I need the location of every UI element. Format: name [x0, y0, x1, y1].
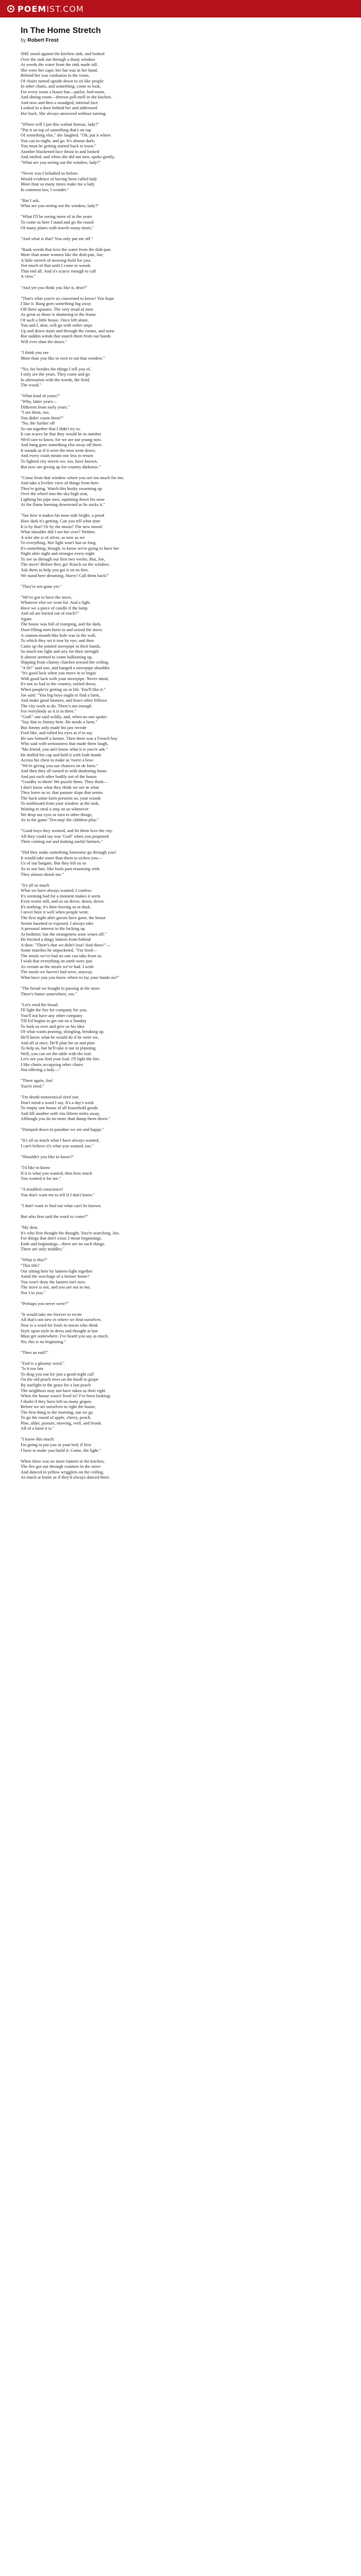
poem-line: The wood." [21, 382, 42, 388]
poem-line: A personal interest in the locking up [21, 926, 85, 931]
logo-suffix: IST.COM [46, 4, 84, 14]
poem-line: "No; for besides the things I tell you of, [21, 366, 91, 371]
poem-line: "Let's rend the bread. [21, 1002, 59, 1007]
poem-line: To come as here I stand and go the round [21, 219, 94, 225]
poem-line: As certain as the meals we've had. I wish [21, 963, 94, 969]
poem-line: And all at once. He'll plan for us and plan [21, 1040, 95, 1045]
poem-line: Off there upstairs. The very tread of men [21, 306, 93, 312]
poem-line: Not much of that until I come to woods [21, 263, 91, 268]
poem-line: To northward from your window at the sink, [21, 801, 100, 806]
poem-line: And make good farmers, and leave other fellows [21, 698, 107, 703]
poem-line: Even worse still, and so on down, down, down. [21, 899, 105, 904]
poem-line: You can to-night, and go. It's almost dark; [21, 138, 95, 143]
poem-line: Before we set ourselves to right the house, [21, 1404, 96, 1410]
poem-line: I like chairs occupying other chairs [21, 1061, 83, 1067]
stanza-break [21, 1219, 340, 1225]
poem-line: And oil are buried out of reach?" [21, 611, 79, 616]
poem-line: "Did they make something lonesome go through you? [21, 850, 117, 855]
poem-line: Again [21, 616, 32, 621]
stanza-break [21, 1122, 340, 1127]
poem-line: More than some women like the dish-pan, Joe; [21, 252, 104, 258]
poem-byline [21, 37, 340, 44]
poem-line: There's butter somewhere, too." [21, 991, 77, 996]
poem-line: All that's not new in where we find ourselves. [21, 1317, 102, 1323]
poem-line: Whatever else we want for. And a light. [21, 600, 91, 605]
poem-line: Another blackened face thrust in and looked [21, 148, 100, 154]
poem-line: Will ever slam the doors." [21, 338, 67, 344]
poem-line: What shoulder did I see her over? Neither. [21, 529, 96, 535]
poem-line: "Come from that window where you see too much for me, [21, 474, 124, 480]
poem-line: "I'm drunk-nonsensical tired out; [21, 1094, 79, 1099]
poem-line: But now are giving up for country darkness." [21, 464, 101, 469]
poem-line: It is by that? Or by the moon? The new moon! [21, 523, 103, 529]
poem-line: Door-filling men burst in and seized the stove. [21, 626, 103, 632]
stanza-break [21, 165, 340, 171]
poem-line: Of many plates with towels many times." [21, 225, 94, 230]
poem-line: More than you like to own to out that window." [21, 355, 105, 361]
stanza-break [21, 1431, 340, 1437]
poem-line: I don't know what they think we see in what [21, 784, 99, 790]
poem-line: For every room a house has—parlor, bed-room, [21, 89, 105, 94]
poem-line: It's seeming bad for a moment makes it seem [21, 893, 101, 899]
poem-line: "My dear, [21, 1225, 39, 1230]
stanza-break [21, 388, 340, 394]
poem-line: There are only middles." [21, 1246, 65, 1252]
poem-container [0, 18, 361, 2576]
poem-line: I wish that everything on earth were just [21, 958, 92, 964]
stanza-break [21, 578, 340, 584]
poem-line: In alternation with the weeds, the field, [21, 377, 90, 382]
poem-line: "This life? [21, 1262, 40, 1268]
poem-line: Of such a little house. Once left alone, [21, 317, 89, 323]
poem-line: "Where will I put this walnut bureau, lady?" [21, 122, 100, 127]
poem-line: She wore her cape; her hat was in her hand. [21, 67, 98, 73]
poem-line: Don't mind a word I say. It's a day's work [21, 1099, 94, 1105]
poem-line: Us of our bargain. But they left us so [21, 860, 87, 866]
poem-line: "It's all so much [21, 882, 50, 888]
poem-line: The back some farm presents us; your woods [21, 795, 101, 801]
poem-line: Their coming out and making useful farmers." [21, 839, 103, 844]
poem-line: All of a farm it is." [21, 1426, 55, 1431]
poem-line: To drag you out for just a good-night call [21, 1371, 94, 1377]
stanza-break [21, 1073, 340, 1078]
stanza-break [21, 1344, 340, 1350]
poem-line: Slipping from clumsy clutches toward the ceiling. [21, 659, 109, 665]
stanza-break [21, 589, 340, 595]
poem-line: For everybody as it is in there." [21, 708, 77, 714]
poem-line: In other chairs, and something, come to look, [21, 83, 101, 89]
poem-line: The first thing in the morning, out we go [21, 1409, 93, 1415]
poem-line: Would evidence of having been called lady [21, 176, 97, 181]
poem-line: A little stretch of mowing-field for you; [21, 257, 91, 263]
poem-line: Who said with seriousness that made them laugh, [21, 741, 108, 747]
poem-line: Not offering a lady—" [21, 1067, 61, 1073]
poem-line: You must be getting started back to town." [21, 143, 96, 149]
stanza-break [21, 877, 340, 883]
poem-line: "End is a gloomy word." [21, 1360, 65, 1366]
poem-line: It almost seemed to come ballooning up, [21, 654, 93, 659]
poem-line: It would take more than them to sicken you— [21, 855, 102, 860]
poem-line: "I see them, too. [21, 410, 50, 415]
poem-line: Her back. She always answered without turning. [21, 111, 107, 116]
poem-line: "There again, Joe! [21, 1078, 53, 1083]
poem-line: As in the game 'Ten-step' the children play." [21, 817, 99, 823]
poem-line: So much too light and airy for their strength [21, 649, 99, 654]
poem-line: "Is it too late [21, 1366, 44, 1371]
poem-line: Fool-like, and rolled his eyes as if to say [21, 730, 93, 736]
poem-line: The stove is not, and you are not to me, [21, 1284, 91, 1290]
poem-line: Amid the wreckage of a former home? [21, 1274, 90, 1279]
poem-line: "It's good luck when you move in to begin [21, 670, 96, 676]
poem-line: Have we a piece of candle if the lamp [21, 605, 88, 611]
poem-line: And every crash meant one less to return [21, 453, 93, 459]
poem-line: They leave us to: that pasture slope that seems [21, 790, 103, 795]
poem-line: "It's all so much what I have always wanted, [21, 1138, 100, 1143]
poem-line: He'll know what he would do if he were we, [21, 1034, 99, 1040]
poem-line: In common law, I wonder." [21, 187, 69, 192]
poem-line: Well, you can set the table with the loaf. [21, 1050, 92, 1056]
poem-line: When people're getting on in life. You'll like it." [21, 686, 106, 692]
poem-line: You and I, dear, will go with softer steps [21, 323, 93, 328]
poem-line: Pine, alder, pasture, mowing, well, and brook. [21, 1420, 103, 1426]
poem-line: A view." [21, 274, 36, 279]
stanza-break [21, 996, 340, 1002]
stanza-break [21, 345, 340, 350]
poem-line: To which they set it true by eye; and then [21, 638, 94, 643]
poem-line: He doffed his cap and held it with both hands [21, 752, 102, 757]
poem-line: What are you seeing out the window, lady?" [21, 203, 99, 209]
poem-line: "I don't want to find out what can't be known. [21, 1202, 102, 1208]
poem-line: If it is what you wanted, then how much [21, 1170, 92, 1176]
poem-line: I doubt if they have left us many grapes. [21, 1398, 92, 1404]
poem-line: I'm going to put you in your bed, if first [21, 1442, 91, 1447]
poem-line: And then they all turned to with deafening boots [21, 768, 107, 774]
poem-line: All they could say was 'God!' when you proposed [21, 833, 109, 839]
poem-line: Nor I to you." [21, 1290, 45, 1295]
site-header [0, 0, 361, 18]
poem-line: To everything. Her light won't last us long. [21, 540, 97, 546]
poem-line: On the old peach trees on the knoll to grope [21, 1377, 99, 1382]
poem-line: "We've got to have the stove, [21, 594, 72, 600]
poem-line: The fire got out through crannies in the stove [21, 1464, 101, 1469]
poem-line: SHE stood against the kitchen sink, and looked [21, 51, 105, 56]
poem-line: You won't deny the lantern isn't new. [21, 1279, 86, 1284]
poem-line: Of something else," she laughed. "Oh, put it where [21, 132, 111, 138]
poem-line: "And what is that? You only put me off." [21, 235, 93, 241]
poem-line: So ran together that I didn't try to. [21, 426, 81, 431]
poem-line: "What I'll be seeing more of in the years [21, 214, 92, 219]
poem-line: You're tired." [21, 1083, 44, 1089]
poem-line: "What are you seeing out the window, lady?" [21, 159, 101, 165]
poem-line: Night after night and stronger every night [21, 551, 95, 556]
poem-line: You don't want me to tell if I don't know." [21, 1192, 95, 1197]
poem-line: And take a livelier view of things from here. [21, 480, 100, 486]
poem-line: As to our fate, like fools past reasoning with. [21, 866, 101, 872]
site-logo[interactable] [7, 4, 84, 14]
poem-line: "Say that to Jimmy here. He needs a farm." [21, 719, 97, 725]
poem-line: He saw himself a farmer. Then there was a French boy [21, 735, 118, 741]
poem-line: More than so many times make me a lady [21, 181, 95, 187]
poem-line: New is a word for fools in towns who think [21, 1322, 98, 1328]
poem-line: And smiled, and when she did not turn, spoke gently, [21, 154, 115, 160]
poem-line: It sounds as if it were the men went down, [21, 447, 96, 453]
poem-line: Across his chest to make as 'twere a bow: [21, 757, 94, 763]
poem-line: The meals we haven't had were, anyway. [21, 969, 93, 975]
stanza-break [21, 241, 340, 247]
poem-line: I have to make you build it. Come, the light." [21, 1447, 101, 1453]
poem-line: No, this is no beginning." [21, 1338, 67, 1344]
poem-line: To help us, but he'll take it out in planning. [21, 1045, 97, 1051]
stanza-break [21, 1148, 340, 1154]
poem-line: "Goodby to them! We puzzle them. They think— [21, 779, 108, 785]
poem-line: "Perhaps you never were?" [21, 1300, 69, 1306]
poem-line: To lighted city streets we, too, have known, [21, 459, 98, 464]
poem-line: With good luck with your stovepipe. Never mind, [21, 675, 109, 681]
poem-line: Different from early years." [21, 404, 70, 410]
stanza-break [21, 279, 340, 285]
poem-line: And dining-room—thrown pell-mell in the kitchen. [21, 94, 112, 100]
poem-line: As great as those is shattering to the frame [21, 312, 96, 317]
stanza-break [21, 230, 340, 236]
poem-line: When there was no more lantern in the kitchen, [21, 1458, 105, 1464]
poem-line: Joe said: "You big boys ought to find a farm, [21, 692, 100, 698]
poem-line: That end all. And it's scarce enough to call [21, 268, 96, 274]
stanza-break [21, 1295, 340, 1301]
poem-line: Ends and beginnings—there are no such things. [21, 1241, 105, 1246]
poem-line: What have you you know where to lay your hands on?" [21, 974, 120, 980]
poem-line: Looked in a door behind her and addressed [21, 105, 97, 111]
poem-line: The neighbors may not have taken as their right [21, 1387, 106, 1393]
poem-line: We stand here dreaming. Hurry! Call them back!" [21, 572, 109, 578]
poets-logo-icon [7, 5, 14, 12]
poem-line: Waiting to steal a step on us whenever [21, 806, 89, 812]
poem-line: "No, the further off [21, 420, 55, 426]
poem-line: I never bore it well when people went. [21, 909, 89, 915]
poem-line: Some matches he unpocketed. "For food— [21, 947, 97, 953]
poem-line: To go the round of apple, cherry, peach, [21, 1415, 91, 1420]
stanza-break [21, 116, 340, 122]
poem-line: And now and then a smudged, infernal face [21, 99, 98, 105]
stanza-break [21, 469, 340, 475]
stanza-break [21, 1208, 340, 1214]
poem-line: "A troubled conscience! [21, 1187, 63, 1192]
poem-title: In The Home Stretch [21, 26, 101, 35]
poem-line: But sudden winds that snatch them from our hands [21, 333, 111, 339]
stanza-break [21, 209, 340, 214]
poem-line: The meals we've had no one can take from us. [21, 953, 103, 958]
poem-line: Of chairs turned upside down to sit like people [21, 78, 104, 83]
poem-line: Behind her was confusion in the room, [21, 73, 90, 78]
poem-line: "Shouldn't you like to know?" [21, 1154, 74, 1160]
poem-line: "Good boys they seemed, and let them love the city. [21, 828, 113, 834]
poem-line: By starlight in the grass for a last peach [21, 1382, 91, 1387]
poem-line: "I think you see [21, 350, 49, 355]
poem-line: Till Ed begins to get out on a Sunday [21, 1018, 87, 1024]
poem-line: "Put it on top of something that's on top [21, 127, 91, 132]
stanza-break [21, 507, 340, 513]
poem-line: You didn't count them?" [21, 415, 64, 420]
poem-line: He fetched a dingy lantern from behind [21, 937, 91, 942]
poem-line: Lighting his pipe now, squinting down his nose [21, 496, 105, 502]
poem-line: "And yet you think you like it, dear?" [21, 284, 88, 290]
poem-line: "Why, latter years— [21, 399, 57, 404]
poem-line: Over the sink out through a dusty window [21, 56, 95, 62]
poem-line: It's nothing; it's their leaving us at dusk. [21, 904, 91, 909]
poem-line: "See how it makes his nose-side bright, a proof [21, 513, 105, 518]
poem-line: "I'd like to know [21, 1165, 51, 1171]
poem-line: The house was full of tramping, and the dark, [21, 621, 102, 627]
poem-line: To look us over and give us his idea [21, 1023, 85, 1029]
poem-line: Over the wheel into the sky-high seat, [21, 491, 88, 497]
poem-line: And bang goes something else away off there. [21, 442, 103, 448]
poem-line: I'll light the fire for company for you; [21, 1007, 88, 1013]
poem-line: "Dumped down in paradise we are and happy." [21, 1127, 104, 1132]
poem-line: The city work to do. There's not enough [21, 703, 92, 708]
poem-line: Our sitting here by lantern-light together [21, 1268, 93, 1274]
stanza-break [21, 1252, 340, 1258]
poem-line: "It would take me forever to recite [21, 1311, 82, 1317]
poem-line: I can't believe it's what you wanted, too." [21, 1143, 94, 1148]
poem-line: Seems haunted or exposed. I always take [21, 920, 94, 926]
poem-author-link[interactable]: Robert Frost [27, 38, 59, 43]
poem-line: At bedtime; but the strangeness soon wears off." [21, 931, 107, 937]
poem-line: And put each other bodily out of the house. [21, 773, 98, 779]
poem-line: I like it. Bang goes something big away [21, 301, 91, 307]
poem-line: "They're not gone yet." [21, 583, 62, 589]
poem-line: Style upon style in dress and thought at last [21, 1328, 98, 1333]
poem-line: But Jimmy only made his jaw recede [21, 724, 87, 730]
poem-line: Up and down stairs and through the rooms, and none [21, 328, 114, 333]
poem-line: For things that don't exist; I mean beginnings. [21, 1235, 102, 1241]
stanza-break [21, 361, 340, 366]
poem-line: You wanted it for me." [21, 1176, 61, 1181]
poem-line: "Then an end?" [21, 1349, 48, 1355]
poem-line: It's not so bad in the country, settled down, [21, 681, 97, 687]
poem-line: Ask them to help you get it on its feet. [21, 567, 89, 572]
poem-line: They almost shook me." [21, 871, 64, 877]
poem-line: "Rank weeds that love the water from the dish-pan [21, 246, 111, 252]
poem-line: At the flame burning downward as he sucks it." [21, 502, 105, 507]
poem-line: We drop our eyes or turn to other things, [21, 811, 93, 817]
poem-line: "I know this much: [21, 1436, 55, 1442]
stanza-break [21, 1181, 340, 1187]
poem-line: What we have always wanted, I confess [21, 888, 92, 893]
poem-line: It can scarce be that they would be in number [21, 431, 102, 437]
poem-line: The first night after guests have gone, the house [21, 914, 106, 920]
stanza-break [21, 1355, 340, 1361]
poem-line: A wire she is of silver, as new as we [21, 534, 85, 540]
poem-line: "What is this?" [21, 1257, 47, 1263]
stanza-break [21, 1197, 340, 1203]
stanza-break [21, 844, 340, 850]
poem-line: They're going. Watch this husky swarming up [21, 485, 102, 491]
poem-line: We'd care to know, for we are not young now. [21, 436, 102, 442]
poem-line: As much at home as if they'd always danced there. [21, 1475, 110, 1480]
poem-line: "Ma friend, you ain't know what it is you're ask." [21, 747, 108, 752]
poem-line: Let's see you find your loaf. I'll light the fire. [21, 1056, 101, 1062]
poem-line: But who first said the word to come?" [21, 1214, 88, 1219]
poem-line: The stove! Before they go! Knock on the window; [21, 562, 110, 567]
poem-line: At weeds the water from the sink made tall. [21, 62, 99, 67]
stanza-break [21, 1132, 340, 1138]
poem-line: "We're giving you our chances on de farm." [21, 762, 99, 768]
poem-line: To see us through our first two weeks. But, Joe, [21, 556, 105, 562]
poem-line: You'll not have any other company [21, 1012, 83, 1018]
stanza-break [21, 290, 340, 296]
stanza-break [21, 1306, 340, 1312]
poem-line: "But I ask, [21, 197, 40, 203]
poem-line: Although you do no more than dump them down." [21, 1116, 110, 1122]
stanza-break [21, 823, 340, 828]
stanza-break [21, 1160, 340, 1165]
poem-body [21, 51, 340, 1480]
poem-line: And fill another with 'em fifteen miles away, [21, 1110, 100, 1116]
stanza-break [21, 1089, 340, 1094]
poem-line: I only see the years. They come and go [21, 371, 90, 377]
poem-line: A cannon-mouth-like hole was in the wall, [21, 632, 96, 638]
poem-line: It's something, though, to know we're going to have her [21, 545, 119, 551]
poem-line: To empty one house of all household goods [21, 1105, 98, 1111]
poem-line: Came up the jointed stovepipe in their hands, [21, 643, 101, 649]
poem-line: A door. "There's that we didn't lose! And these!"— [21, 942, 111, 947]
poem-line: When the house wasn't lived in? I've been looking: [21, 1393, 111, 1399]
poem-line: And danced in yellow wrigglers on the ceiling, [21, 1469, 104, 1475]
poem-line: Of what wants pruning, shingling, breaking up. [21, 1029, 105, 1035]
poem-line: "Never was I beladied so before. [21, 171, 79, 176]
poem-line: It's who first thought the thought. You're searching, Joe, [21, 1230, 120, 1235]
poem-line: "The bread we bought in passing at the store. [21, 986, 101, 991]
poem-line: How dark it's getting. Can you tell what time [21, 518, 101, 524]
stanza-break [21, 1453, 340, 1459]
poem-line: "God!" one said wildly, and, when no one spoke: [21, 714, 108, 719]
poem-line: "What kind of years?" [21, 393, 60, 399]
poem-line: "A fit!" said one, and banged a stovepipe shoulder. [21, 665, 111, 670]
stanza-break [21, 192, 340, 198]
stanza-break [21, 980, 340, 986]
byline-prefix: by [21, 38, 26, 43]
poem-line: Must get somewhere. I've heard you say as much. [21, 1333, 109, 1339]
poem-line: "That's what you're so concerned to know! You hope [21, 295, 114, 301]
logo-text: POEM [18, 4, 47, 14]
